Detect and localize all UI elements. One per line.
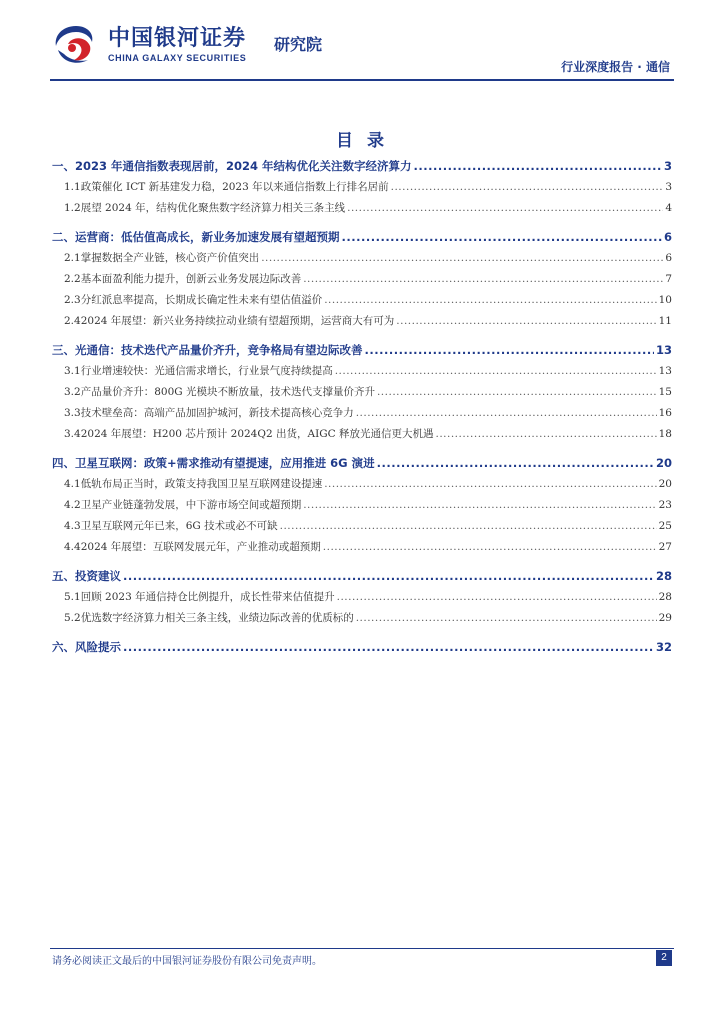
toc-entry-text: 五、投资建议 xyxy=(52,569,121,583)
toc-subsection-entry[interactable] xyxy=(52,497,672,518)
header-divider xyxy=(50,79,674,81)
toc-dot-leader xyxy=(324,294,656,306)
toc-section-entry[interactable] xyxy=(52,639,672,660)
toc-subsection-entry[interactable] xyxy=(52,363,672,384)
footer-disclaimer: 请务必阅读正文最后的中国银河证券股份有限公司免责声明。 xyxy=(52,956,322,967)
toc-dot-leader xyxy=(303,273,663,285)
toc-entry-page: 6 xyxy=(663,230,672,244)
toc-entry-page: 20 xyxy=(655,456,672,470)
toc-entry-text: 展望 2024 年，结构优化聚焦数字经济算力相关三条主线 xyxy=(80,202,346,214)
toc-subsection-entry[interactable] xyxy=(52,179,672,200)
toc-subsection-entry[interactable] xyxy=(52,250,672,271)
toc-entry-text: 低轨布局正当时，政策支持我国卫星互联网建设提速 xyxy=(80,478,323,490)
toc-entry-text: 2024 年展望：新兴业务持续拉动业绩有望超预期，运营商大有可为 xyxy=(80,315,395,327)
page-number: 2 xyxy=(656,950,672,966)
toc-dot-leader xyxy=(324,478,656,490)
toc-subsection-entry[interactable] xyxy=(52,610,672,631)
toc-entry-text: 卫星产业链蓬勃发展，中下游市场空间或超预期 xyxy=(80,499,302,511)
toc-entry-page: 28 xyxy=(658,591,672,603)
toc-entry-number: 2.4 xyxy=(64,315,81,327)
toc-entry-page: 23 xyxy=(658,499,672,511)
toc-entry-number: 4.2 xyxy=(64,499,81,511)
galaxy-logo-icon xyxy=(50,22,102,68)
toc-subsection-entry[interactable] xyxy=(52,405,672,426)
toc-dot-leader xyxy=(261,252,663,264)
brand-name-en: CHINA GALAXY SECURITIES xyxy=(108,53,247,63)
brand-block xyxy=(108,26,246,63)
toc-entry-text: 卫星互联网元年已来，6G 技术或必不可缺 xyxy=(80,520,278,532)
toc-entry-number: 4.4 xyxy=(64,541,81,553)
toc-section-entry[interactable] xyxy=(52,158,672,179)
toc-entry-text: 一、2023 年通信指数表现居前，2024 年结构优化关注数字经济算力 xyxy=(52,159,412,173)
toc-entry-number: 1.1 xyxy=(64,181,81,193)
toc-dot-leader xyxy=(323,541,657,553)
toc-entry-text: 产品量价齐升：800G 光模块不断放量，技术迭代支撑量价齐升 xyxy=(80,386,375,398)
toc-entry-page: 13 xyxy=(658,365,672,377)
toc-entry-text: 行业增速较快：光通信需求增长，行业景气度持续提高 xyxy=(80,365,333,377)
footer-divider xyxy=(50,948,674,949)
toc-subsection-entry[interactable] xyxy=(52,271,672,292)
toc-entry-page: 27 xyxy=(658,541,672,553)
toc-entry-text: 四、卫星互联网：政策+需求推动有望提速，应用推进 6G 演进 xyxy=(52,456,375,470)
toc-entry-page: 4 xyxy=(665,202,672,214)
toc-subsection-entry[interactable] xyxy=(52,589,672,610)
toc-entry-text: 掌握数据全产业链，核心资产价值突出 xyxy=(80,252,260,264)
toc-dot-leader xyxy=(280,520,657,532)
toc-entry-text: 2024 年展望：H200 芯片预计 2024Q2 出货，AIGC 释放光通信更大机遇 xyxy=(80,428,434,440)
toc-entry-page: 29 xyxy=(658,612,672,624)
toc-entry-number: 5.1 xyxy=(64,591,81,603)
toc-dot-leader xyxy=(356,407,657,419)
toc-entry-number: 5.2 xyxy=(64,612,81,624)
toc-entry-page: 20 xyxy=(658,478,672,490)
toc-entry-text: 三、光通信：技术迭代产品量价齐升，竞争格局有望边际改善 xyxy=(52,343,363,357)
table-of-contents xyxy=(52,154,672,660)
toc-subsection-entry[interactable] xyxy=(52,384,672,405)
toc-entry-page: 25 xyxy=(658,520,672,532)
toc-dot-leader xyxy=(435,428,656,440)
toc-dot-leader xyxy=(303,499,656,511)
toc-subsection-entry[interactable] xyxy=(52,426,672,447)
toc-entry-text: 2024 年展望：互联网发展元年，产业推动或超预期 xyxy=(80,541,321,553)
toc-entry-number: 3.4 xyxy=(64,428,81,440)
toc-section-entry[interactable] xyxy=(52,568,672,589)
toc-dot-leader xyxy=(396,315,656,327)
toc-entry-number: 3.3 xyxy=(64,407,81,419)
toc-entry-number: 2.2 xyxy=(64,273,81,285)
toc-entry-text: 分红派息率提高，长期成长确定性未来有望估值溢价 xyxy=(80,294,323,306)
toc-section-entry[interactable] xyxy=(52,342,672,363)
toc-entry-page: 3 xyxy=(665,181,672,193)
toc-subsection-entry[interactable] xyxy=(52,313,672,334)
toc-entry-number: 4.1 xyxy=(64,478,81,490)
toc-entry-text: 回顾 2023 年通信持仓比例提升，成长性带来估值提升 xyxy=(80,591,335,603)
toc-dot-leader xyxy=(356,612,657,624)
brand-name-cn: 中国银河证券 xyxy=(108,26,247,51)
toc-subsection-entry[interactable] xyxy=(52,518,672,539)
toc-entry-page: 7 xyxy=(665,273,672,285)
page-header xyxy=(50,22,674,78)
toc-entry-number: 3.2 xyxy=(64,386,81,398)
toc-entry-page: 18 xyxy=(658,428,672,440)
toc-entry-text: 技术壁垒高：高端产品加固护城河，新技术提高核心竞争力 xyxy=(80,407,354,419)
toc-entry-text: 基本面盈利能力提升，创新云业务发展边际改善 xyxy=(80,273,302,285)
toc-dot-leader xyxy=(123,640,654,654)
toc-dot-leader xyxy=(342,230,662,244)
toc-entry-number: 2.3 xyxy=(64,294,81,306)
toc-entry-text: 二、运营商：低估值高成长，新业务加速发展有望超预期 xyxy=(52,230,340,244)
toc-entry-page: 13 xyxy=(655,343,672,357)
toc-entry-number: 1.2 xyxy=(64,202,81,214)
toc-entry-page: 32 xyxy=(655,640,672,654)
toc-subsection-entry[interactable] xyxy=(52,476,672,497)
toc-entry-text: 六、风险提示 xyxy=(52,640,121,654)
toc-dot-leader xyxy=(414,159,662,173)
toc-entry-page: 11 xyxy=(658,315,672,327)
toc-entry-number: 2.1 xyxy=(64,252,81,264)
toc-dot-leader xyxy=(377,456,654,470)
toc-dot-leader xyxy=(391,181,664,193)
toc-entry-page: 3 xyxy=(663,159,672,173)
toc-entry-number: 3.1 xyxy=(64,365,81,377)
toc-entry-text: 优选数字经济算力相关三条主线，业绩边际改善的优质标的 xyxy=(80,612,354,624)
toc-entry-page: 15 xyxy=(658,386,672,398)
toc-dot-leader xyxy=(347,202,663,214)
toc-subsection-entry[interactable] xyxy=(52,292,672,313)
toc-section-entry[interactable] xyxy=(52,455,672,476)
toc-entry-text: 政策催化 ICT 新基建发力稳，2023 年以来通信指数上行排名居前 xyxy=(80,181,389,193)
toc-title: 目 录 xyxy=(336,131,388,151)
toc-subsection-entry[interactable] xyxy=(52,539,672,560)
toc-entry-page: 16 xyxy=(658,407,672,419)
toc-dot-leader xyxy=(335,365,657,377)
institute-label: 研究院 xyxy=(274,35,323,54)
toc-dot-leader xyxy=(123,569,654,583)
toc-entry-page: 6 xyxy=(665,252,672,264)
toc-section-entry[interactable] xyxy=(52,229,672,250)
toc-entry-page: 10 xyxy=(658,294,672,306)
report-type-label: 行业深度报告 · 通信 xyxy=(561,60,670,74)
toc-entry-number: 4.3 xyxy=(64,520,81,532)
toc-dot-leader xyxy=(377,386,657,398)
toc-dot-leader xyxy=(337,591,657,603)
toc-subsection-entry[interactable] xyxy=(52,200,672,221)
toc-dot-leader xyxy=(365,343,654,357)
toc-entry-page: 28 xyxy=(655,569,672,583)
